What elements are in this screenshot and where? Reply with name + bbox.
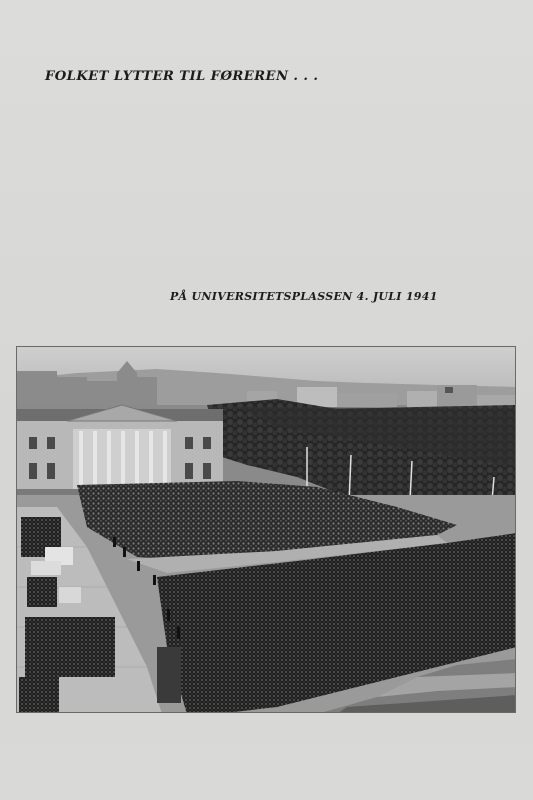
photo-caption: PÅ UNIVERSITETSPLASSEN 4. JULI 1941 (170, 290, 438, 303)
university-building (17, 405, 223, 495)
page-heading: FOLKET LYTTER TIL FØREREN . . . (45, 69, 319, 84)
pedestal (157, 647, 181, 703)
crowd-photograph (16, 346, 516, 713)
